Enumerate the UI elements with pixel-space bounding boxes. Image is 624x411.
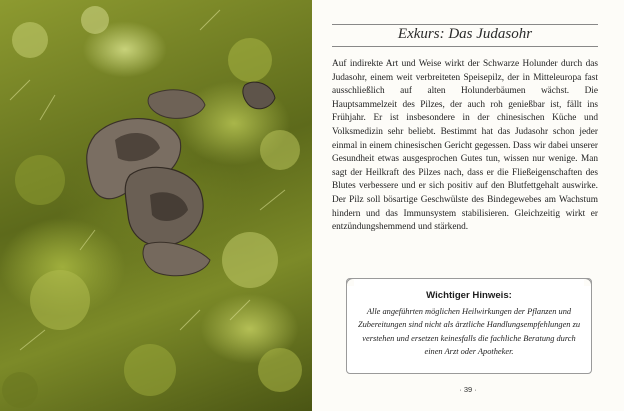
body-paragraph: Auf indirekte Art und Weise wirkt der Schwarze Holunder durch das Judasohr, einem weit verbreiteten Speisepilz, der in Mitteleuropa fast ausschließlich auf alten Holunderbäumen wächst. Die Hauptsammelzeit des Pilzes, der auch roh genießbar ist, fällt ins Frühjahr. Er ist insbesondere in der chinesischen Küche und Volksmedizin sehr beliebt. Bestimmt hat das Judasohr schon jeder einmal in einem chinesischen Gericht gegessen. Dass wir dabei unserer Gesundheit etwas ausgesprochen Gutes tun, wissen nur wenige. Man sagt der Heilkraft des Pilzes nach, dass er die Fließeigenschaften des Blutes verbessere und er sich positiv auf den Blutfettgehalt auswirke. Der Pilz soll bösartige Geschwülste des Bindegewebes am Wachstum hindern und das Immunsystem stabilisieren. Gleichzeitig wirkt er entzündungshemmend und stärkend. bbox=[332, 59, 598, 233]
notice-box bbox=[346, 278, 592, 374]
heading-rule-bottom bbox=[332, 46, 598, 47]
page-number: · 39 · bbox=[459, 385, 477, 394]
notice-text: Alle angeführten möglichen Heilwirkungen der Pflanzen und Zubereitungen sind nicht als ärztliche Handlungsempfehlungen zu verstehen und ersetzen keinesfalls die fachliche Beratung durch einen Arzt oder Apotheker. bbox=[357, 307, 581, 357]
section-heading: Exkurs: Das Judasohr bbox=[397, 26, 533, 42]
notice-title: Wichtiger Hinweis: bbox=[426, 290, 512, 301]
heading-rule-top bbox=[332, 24, 598, 25]
